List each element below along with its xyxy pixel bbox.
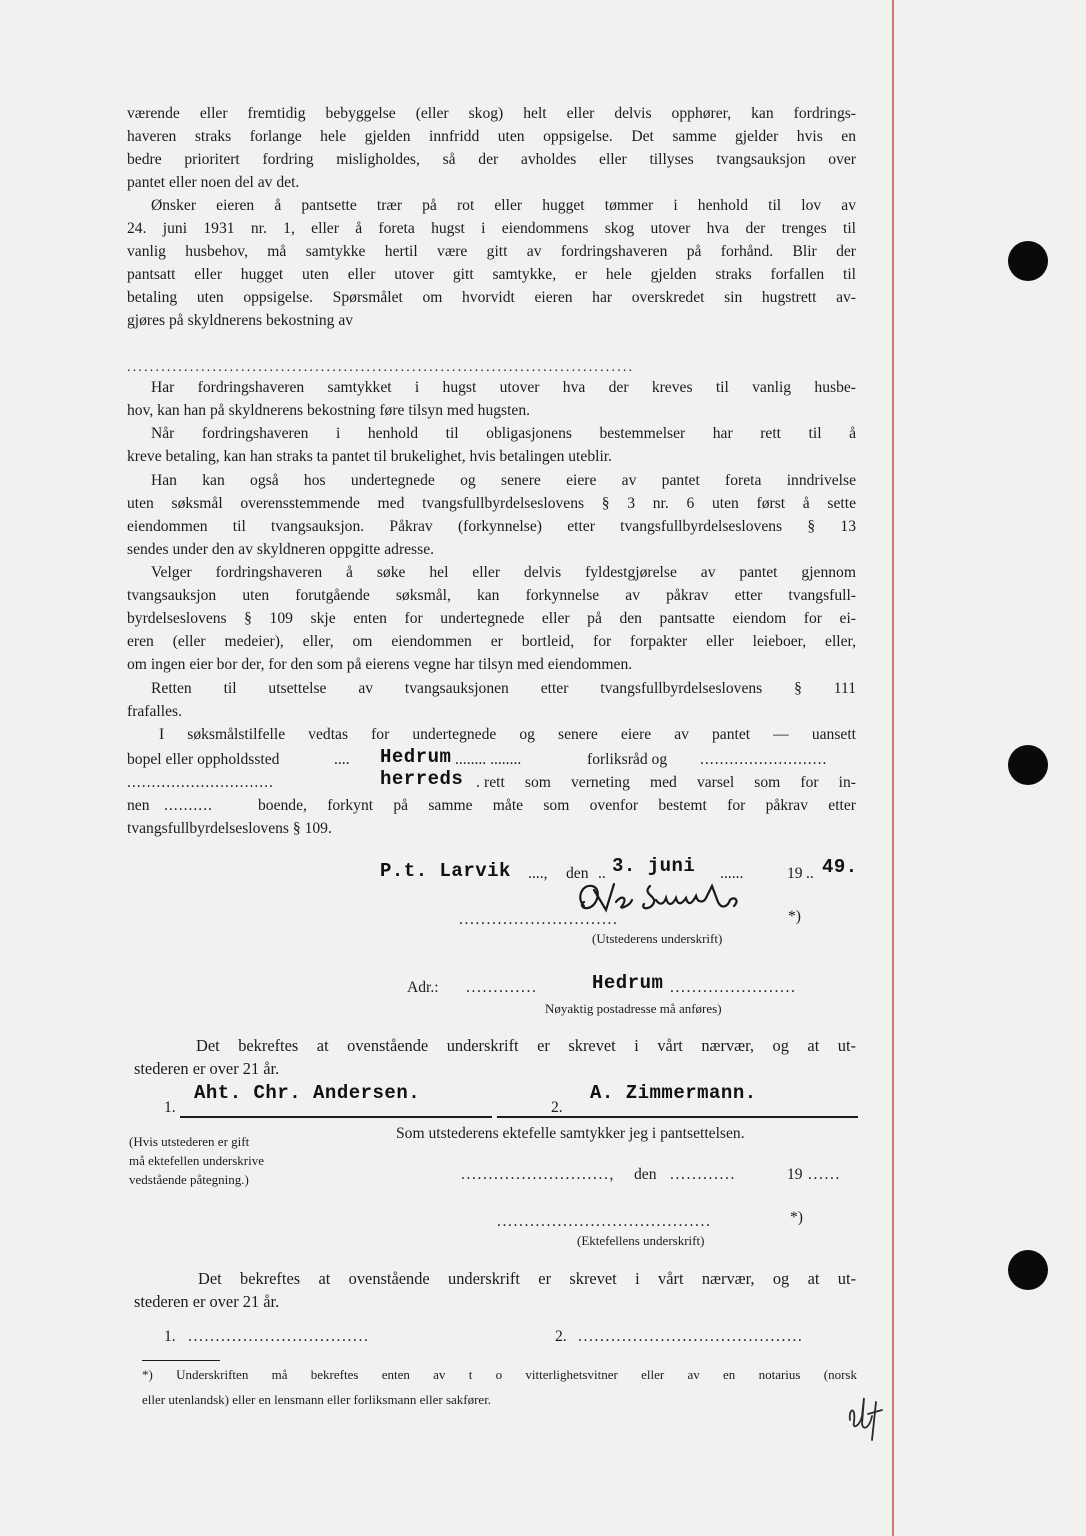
- footnote-rule: [142, 1360, 220, 1361]
- typed-address: Hedrum: [592, 972, 664, 994]
- document-page: værende eller fremtidig bebyggelse (eller skog) helt eller delvis opphører, kan fordrings- haveren straks forlange hele gjelden innfridd uten oppsigelse. Det samme gjelder hvis en bedre prioritert fordring misligholdes, så der avholdes eller tillyses tvangsauksjon over pantet eller noen del av det. Ønsker eieren å pantsette trær på rot eller hugget tømmer i henhold til lov av 24. juni 1931 nr. 1, eller å foreta hugst i eiendommens skog utover hva der trenges til vanlig husbehov, må samtykke hertil være gitt av fordringshaveren på forhånd. Blir der pantsatt eller hugget uten eller utover gitt samtykke, er hele gjelden straks forfallen til betaling uten oppsigelse. Spørsmålet om hvorvidt eieren har overskredet sin hugstrett av- gjøres på skyldnerens bekostning av ......................................................................................... Har fordringshaveren samtykket i hugst utover hva der kreves til vanlig husbe- hov, kan han på skyldnerens bekostning føre tilsyn med hugsten. Når fordringshaveren i henhold til obligasjonens bestemmelser har rett til å kreve betaling, kan han straks ta pantet til brukelighet, hvis betalingen uteblir. Han kan også hos undertegnede og senere eiere av pantet foreta inndrivelse uten søksmål overensstemmende med tvangsfullbyrdelseslovens § 3 nr. 6 uten først å sette eiendommen til tvangsauksjon. Påkrav (forkynnelse) etter tvangsfullbyrdelseslovens § 13 sendes under den av skyldneren oppgitte adresse. Velger fordringshaveren å søke hel eller delvis fyldestgjørelse av pantet gjennom tvangsauksjon uten forutgående søksmål, kan forkynnelse av påkrav etter tvangsfull- byrdelseslovens § 109 skje enten for undertegnede eller på den pantsatte eiendom for ei- eren (eller medeier), eller, om eiendommen er bortleid, for forpakter eller leieboer, eller, om ingen eier bor der, for den som på eierens vegne har tilsyn med eiendommen. Retten til utsettelse av tvangsauksjonen etter tvangsfullbyrdelseslovens § 111 frafalles. I søksmålstilfelle vedtas for undertegnede og senere eiere av pantet — uansett bopel eller oppholdssted .... Hedrum ........ ........ forliksråd og .......................... .............................. herreds . rett som verneting med varsel som for in- nen .......... boende, forkynt på samme måte som ovenfor bestemt for påkrav etter tvangsfullbyrdelseslovens § 109. P.t. Larvik ...., den .. 3. juni ...... 19 .. 49. ............................. *) (Utstederens underskrift) Adr.: ............. Hedrum ....................... Nøyaktig postadresse må anføres) Det bekreftes at ovenstående underskrift er skrevet i vårt nærvær, og at ut- stederen er over 21 år. 1. Aht. Chr. Andersen. 2. A. Zimmermann. (Hvis utstederen er gift må ektefellen underskrive vedstående påtegning.) Som utstederens ektefelle samtykker jeg i pantsettelsen. ..........................., den ............ 19 ...... ....................................... *) (Ektefellens underskrift) Det bekreftes at ovenstående underskrift er skrevet i vårt nærvær, og at ut- stederen er over 21 år. 1. ................................. 2. ......................................... *) Underskriften må bekreftes enten av t o vitterlighetsvitner eller av en notarius (norsk eller utenlandsk) eller en lensmann eller forliksmann eller sakfører.: [0, 0, 1086, 1536]
- typed-witness-1: Aht. Chr. Andersen.: [194, 1082, 421, 1104]
- signature-line: [497, 1116, 858, 1118]
- typed-venue-court: herreds: [380, 768, 464, 790]
- dotted-fill-line: .........................................................................................: [127, 360, 635, 375]
- typed-year: 49.: [822, 856, 858, 878]
- handwritten-initials: [842, 1390, 890, 1446]
- typed-place: P.t. Larvik: [380, 860, 511, 882]
- typed-witness-2: A. Zimmermann.: [590, 1082, 757, 1104]
- punch-hole: [1008, 1250, 1048, 1290]
- margin-rule: [892, 0, 894, 1536]
- typed-venue-place: Hedrum: [380, 746, 452, 768]
- punch-hole: [1008, 241, 1048, 281]
- punch-hole: [1008, 745, 1048, 785]
- typed-date: 3. juni: [612, 855, 696, 877]
- signature-line: [180, 1116, 492, 1118]
